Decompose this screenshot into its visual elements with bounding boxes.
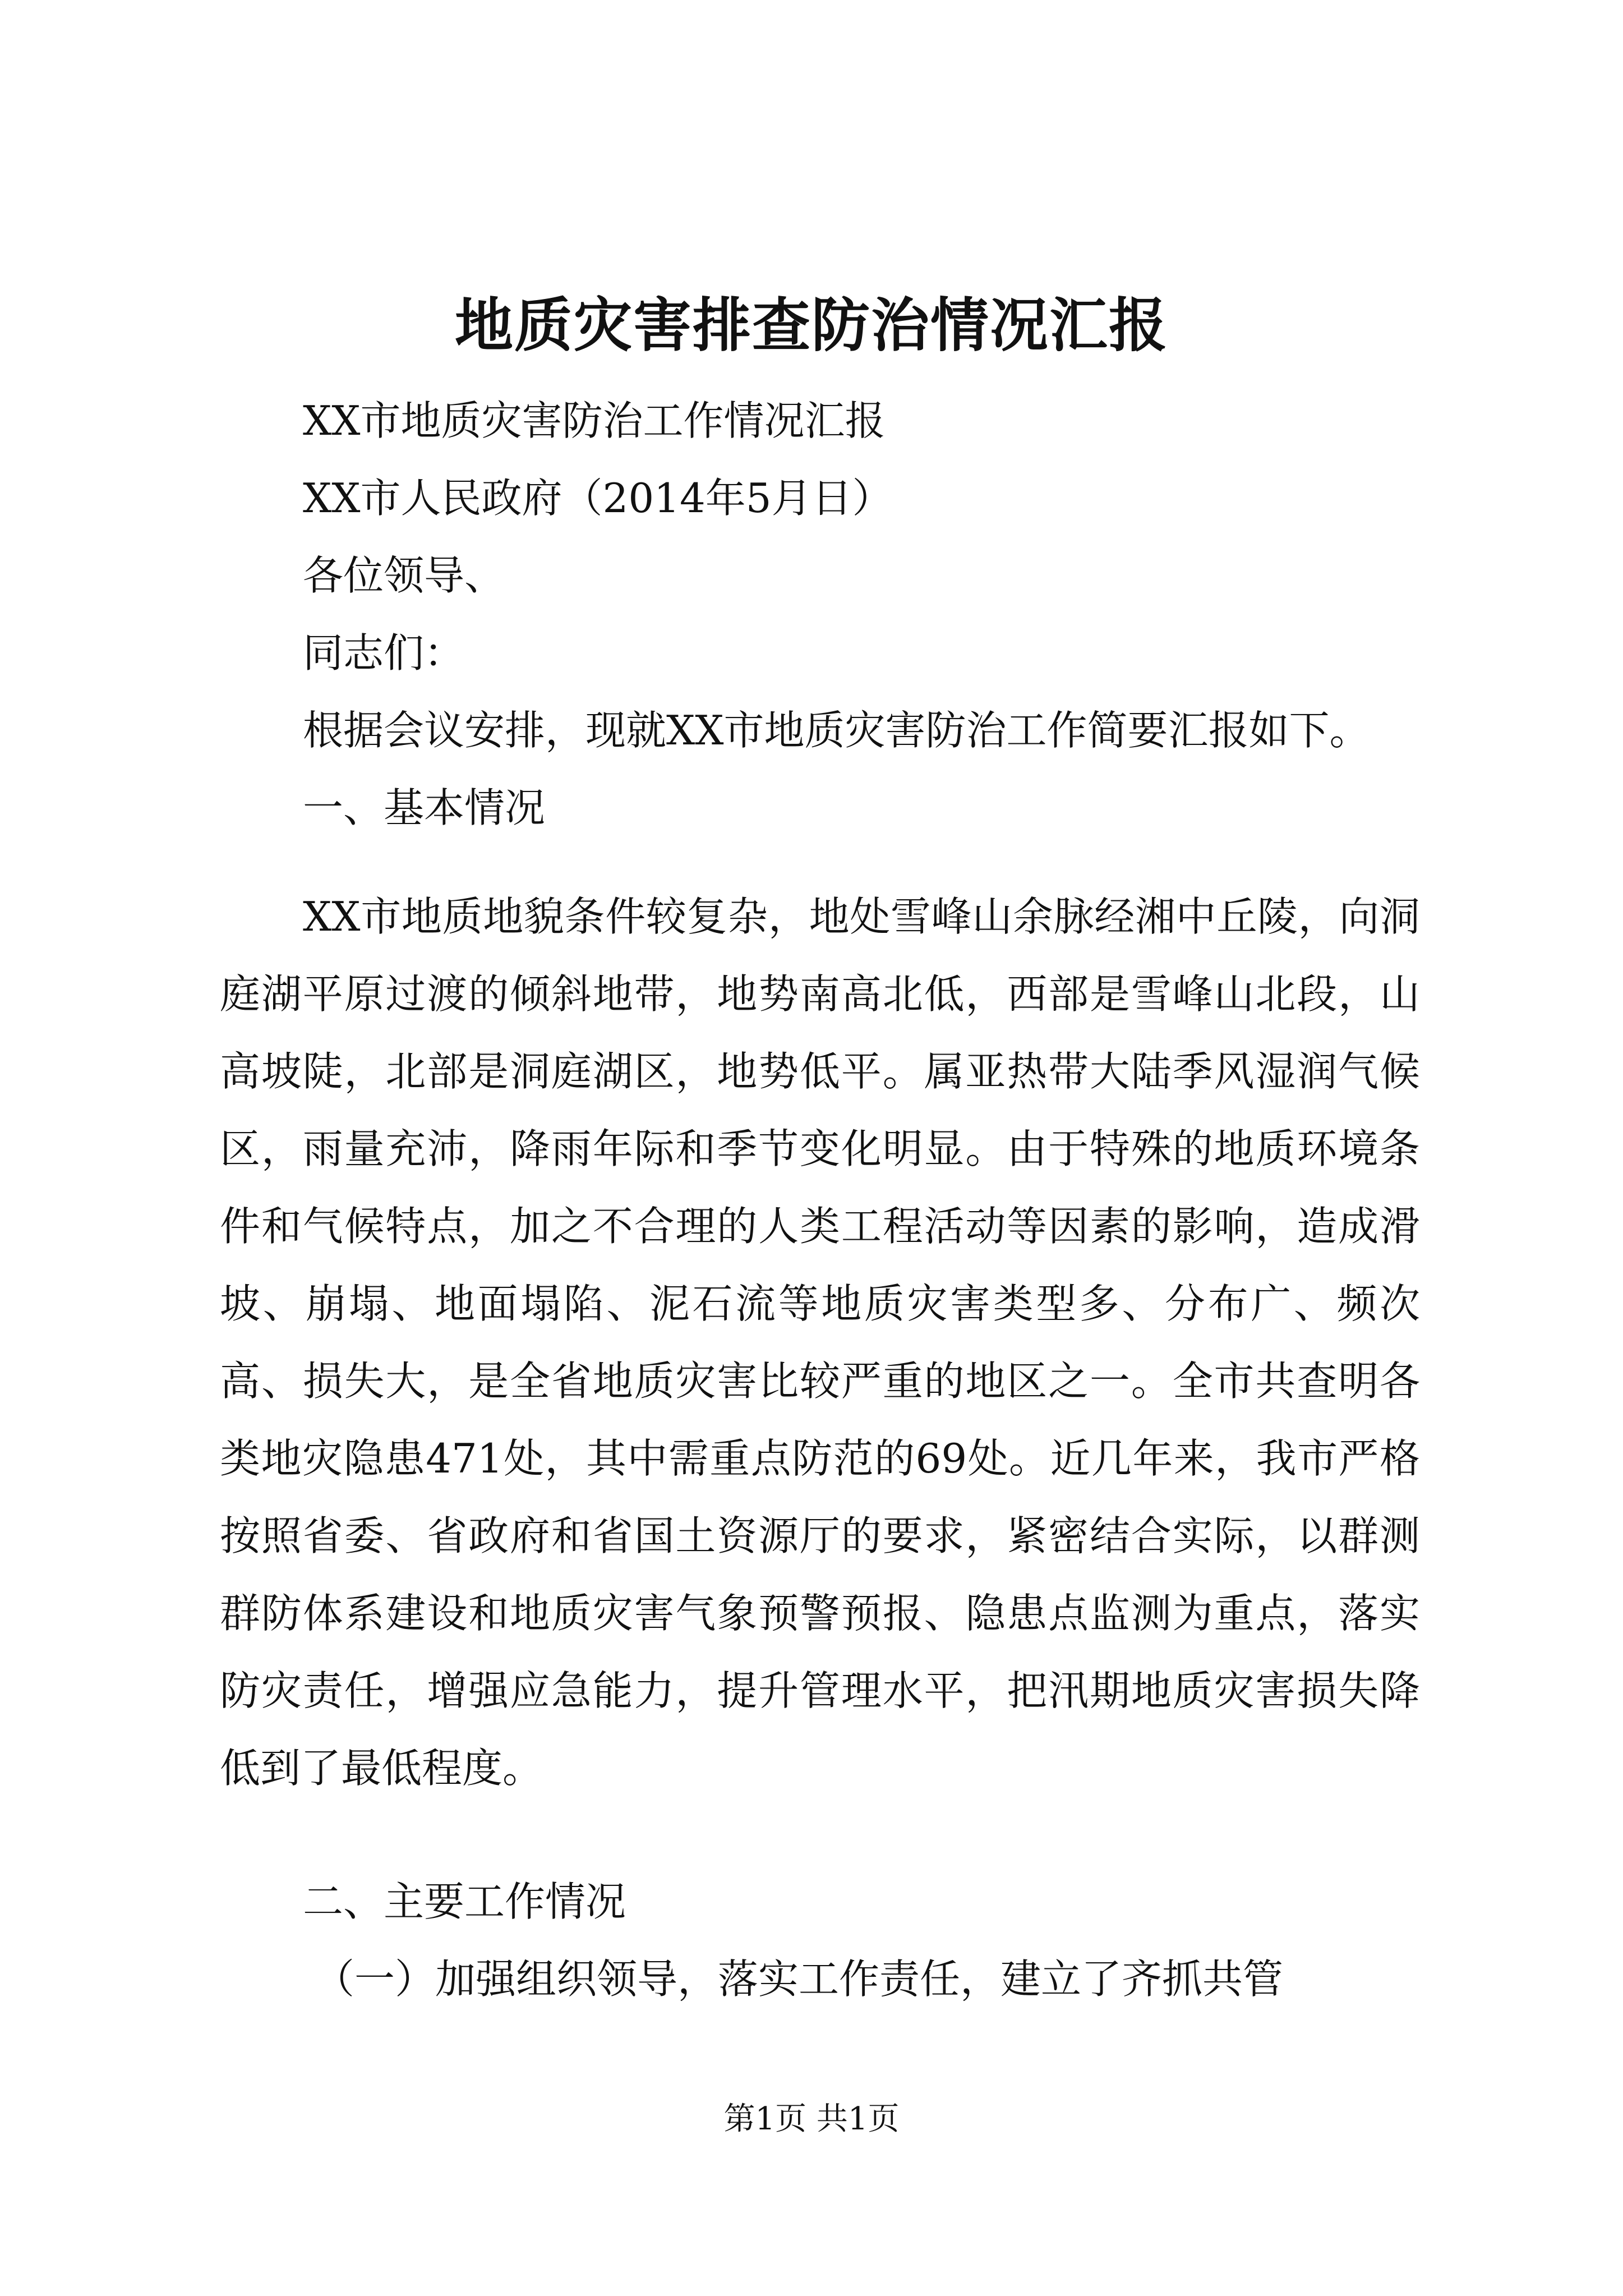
basic-situation-paragraph: XX市地质地貌条件较复杂，地处雪峰山余脉经湘中丘陵，向洞庭湖平原过渡的倾斜地带，地势南高北低，西部是雪峰山北段，山高坡陡，北部是洞庭湖区，地势低平。属亚热带大陆季风湿润气候区，雨量充沛，降雨年际和季节变化明显。由于特殊的地质环境条件和气候特点，加之不合理的人类工程活动等因素的影响，造成滑坡、崩塌、地面塌陷、泥石流等地质灾害类型多、分布广、频次高、损失大，是全省地质灾害比较严重的地区之一。全市共查明各类地灾隐患471处，其中需重点防范的69处。近几年来，我市严格按照省委、省政府和省国土资源厅的要求，紧密结合实际，以群测群防体系建设和地质灾害气象预警预报、隐患点监测为重点，落实防灾责任，增强应急能力，提升管理水平，把汛期地质灾害损失降低到了最低程度。 xyxy=(220,893,1420,1792)
salutation-leaders: 各位领导、 xyxy=(303,552,505,599)
document-title: 地质灾害排查防治情况汇报 xyxy=(454,291,1168,360)
salutation-comrades: 同志们： xyxy=(303,629,465,677)
intro-sentence: 根据会议安排，现就XX市地质灾害防治工作简要汇报如下。 xyxy=(303,707,1370,754)
report-subtitle: XX市地质灾害防治工作情况汇报 xyxy=(303,397,886,444)
subsection-heading-1: （一）加强组织领导，落实工作责任，建立了齐抓共管 xyxy=(314,1955,1284,2003)
page-footer: 第1页 共1页 xyxy=(723,2101,900,2137)
section-heading-1: 一、基本情况 xyxy=(303,784,546,831)
report-issuer: XX市人民政府（2014年5月日） xyxy=(303,475,893,522)
section-heading-2: 二、主要工作情况 xyxy=(303,1878,626,1925)
